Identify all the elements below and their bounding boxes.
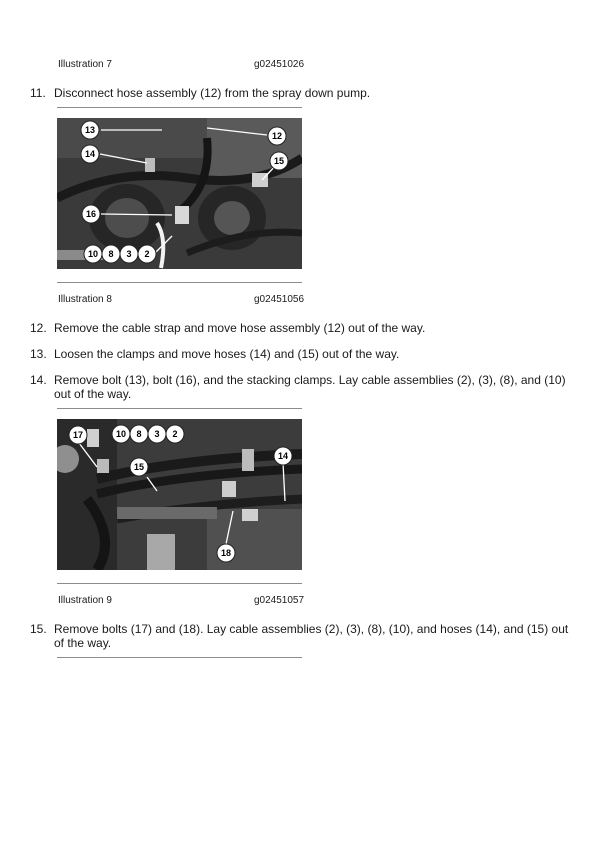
svg-text:18: 18	[220, 548, 232, 558]
illustration-label: Illustration 7	[58, 59, 112, 70]
svg-text:15: 15	[133, 462, 145, 472]
callout-18	[217, 544, 235, 562]
step-number: 14.	[30, 373, 47, 387]
illustration-code: g02451057	[254, 595, 305, 606]
callout-2	[166, 425, 184, 443]
callout-12	[268, 127, 286, 145]
callout-10	[112, 425, 130, 443]
illustration-code: g02451056	[254, 294, 305, 305]
step-text: Disconnect hose assembly (12) from the spray down pump.	[54, 86, 371, 100]
divider	[57, 408, 302, 409]
svg-text:14: 14	[277, 451, 289, 461]
callout-3	[148, 425, 166, 443]
svg-text:10: 10	[87, 249, 99, 259]
step-number: 13.	[30, 347, 47, 361]
illustration-9-photo	[57, 419, 302, 570]
callout-layer	[57, 419, 302, 570]
callout-8	[102, 245, 120, 263]
illustration-code: g02451026	[254, 59, 305, 70]
callout-8	[130, 425, 148, 443]
illustration-8-photo	[57, 118, 302, 269]
step-text: Remove bolt (13), bolt (16), and the stacking clamps. Lay cable assemblies (2), (3), (8), and (10) out of the way.	[54, 373, 566, 401]
callout-3	[120, 245, 138, 263]
step-number: 15.	[30, 622, 47, 636]
callout-2	[138, 245, 156, 263]
callout-14	[274, 447, 292, 465]
step-text: Loosen the clamps and move hoses (14) and (15) out of the way.	[54, 347, 400, 361]
svg-text:14: 14	[84, 149, 96, 159]
step-12	[30, 321, 578, 335]
svg-text:13: 13	[84, 125, 96, 135]
svg-text:16: 16	[85, 209, 97, 219]
callout-15	[270, 152, 288, 170]
divider	[57, 583, 302, 584]
illustration-label: Illustration 9	[58, 595, 112, 606]
step-14	[30, 373, 578, 401]
callout-16	[82, 205, 100, 223]
divider	[57, 107, 302, 108]
svg-text:2: 2	[172, 429, 178, 439]
svg-text:8: 8	[136, 429, 142, 439]
callout-17	[69, 426, 87, 444]
callout-13	[81, 121, 99, 139]
svg-text:3: 3	[126, 249, 132, 259]
step-15	[30, 622, 578, 650]
illustration-label: Illustration 8	[58, 294, 112, 305]
step-13	[30, 347, 578, 361]
callout-15	[130, 458, 148, 476]
svg-text:8: 8	[108, 249, 114, 259]
callout-layer	[57, 118, 302, 269]
svg-text:10: 10	[115, 429, 127, 439]
step-text: Remove the cable strap and move hose assembly (12) out of the way.	[54, 321, 426, 335]
svg-text:12: 12	[271, 131, 283, 141]
svg-text:3: 3	[154, 429, 160, 439]
step-number: 11.	[30, 86, 46, 100]
step-11	[30, 86, 578, 100]
step-text: Remove bolts (17) and (18). Lay cable assemblies (2), (3), (8), (10), and hoses (14), and (15) out of the way.	[54, 622, 569, 650]
callout-14	[81, 145, 99, 163]
divider	[57, 657, 302, 658]
divider	[57, 282, 302, 283]
svg-text:2: 2	[144, 249, 150, 259]
step-number: 12.	[30, 321, 47, 335]
svg-text:15: 15	[273, 156, 285, 166]
svg-text:17: 17	[72, 430, 84, 440]
callout-10	[84, 245, 102, 263]
